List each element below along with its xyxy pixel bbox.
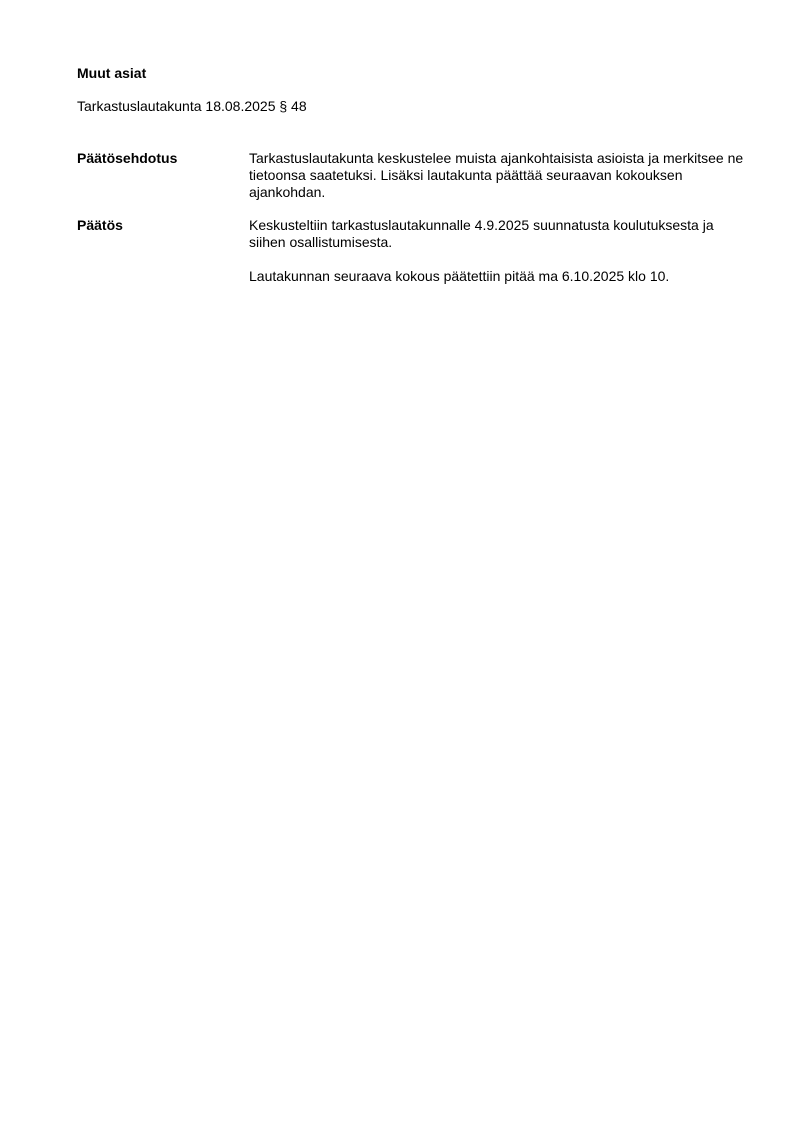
- document-title: Muut asiat: [77, 65, 147, 81]
- decision-body: [249, 217, 744, 285]
- proposal-label: Päätösehdotus: [77, 150, 178, 166]
- proposal-paragraph: Tarkastuslautakunta keskustelee muista ajankohtaisista asioista ja merkitsee ne tietoonsa saatetuksi. Lisäksi lautakunta päättää seuraavan kokouksen ajankohdan.: [249, 150, 744, 200]
- decision-paragraph: Lautakunnan seuraava kokous päätettiin pitää ma 6.10.2025 klo 10.: [249, 268, 670, 284]
- decision-paragraph: Keskusteltiin tarkastuslautakunnalle 4.9.2025 suunnatusta koulutuksesta ja siihen osallistumisesta.: [249, 217, 714, 250]
- proposal-body: [249, 150, 744, 201]
- meeting-reference: Tarkastuslautakunta 18.08.2025 § 48: [77, 98, 307, 114]
- decision-label: Päätös: [77, 217, 123, 233]
